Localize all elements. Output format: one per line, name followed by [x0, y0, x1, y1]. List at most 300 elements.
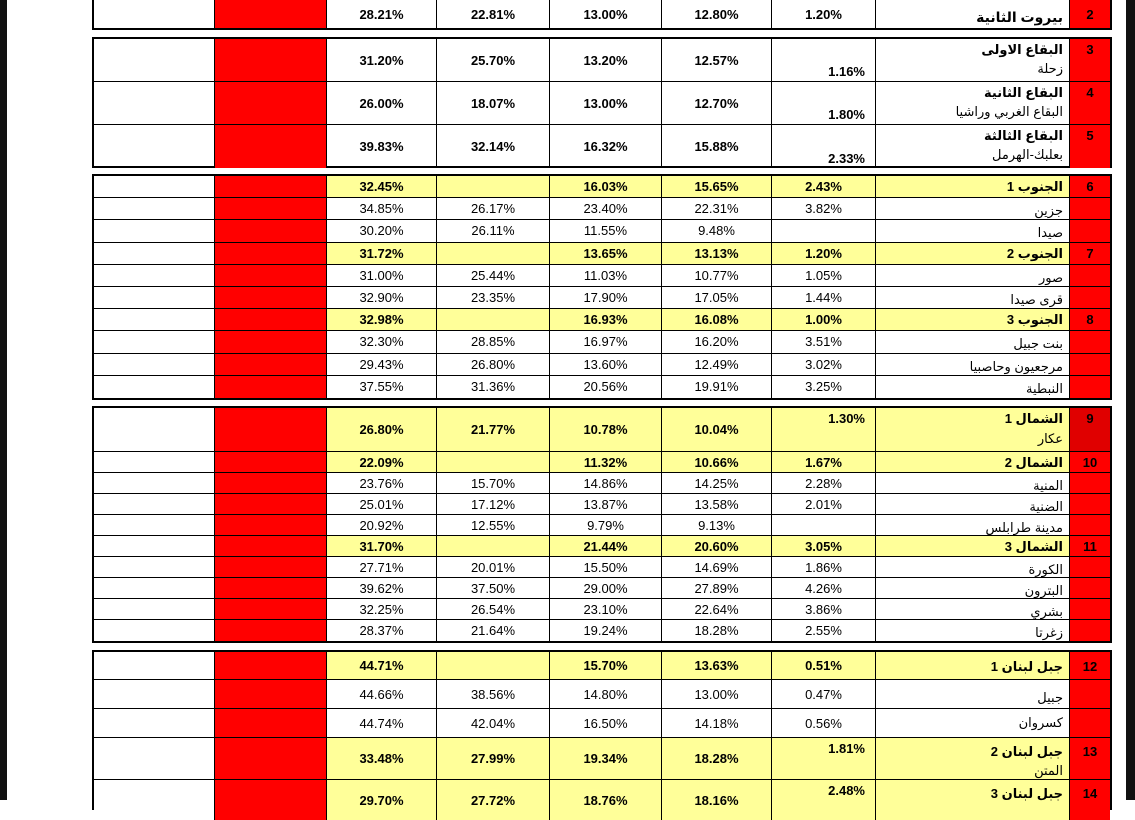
value-cell: 12.57% — [661, 39, 771, 81]
red-cell — [214, 198, 326, 219]
table-block-bekaa — [92, 37, 1112, 168]
red-cell — [214, 620, 326, 641]
value-cell: 29.70% — [326, 780, 436, 820]
value-cell: 9.48% — [661, 220, 771, 241]
blank-cell — [94, 652, 214, 679]
blank-cell — [94, 709, 214, 737]
area-name: بنت جبيل — [1013, 336, 1063, 352]
district-number: 11 — [1069, 536, 1110, 556]
district-name-cell — [875, 738, 1069, 779]
value-cell: 22.64% — [661, 599, 771, 619]
area-name: المنية — [1033, 478, 1063, 493]
value-cell: 25.01% — [326, 494, 436, 514]
red-cell — [214, 309, 326, 330]
value-cell: 20.60% — [661, 536, 771, 556]
right-edge-shadow — [1126, 0, 1135, 800]
district-name-cell — [875, 408, 1069, 451]
value-cell: 1.81% — [771, 738, 875, 779]
value-cell: 16.08% — [661, 309, 771, 330]
value-cell: 10.66% — [661, 452, 771, 472]
value-cell: 13.00% — [549, 82, 661, 124]
value-cell: 28.37% — [326, 620, 436, 641]
value-cell: 0.56% — [771, 709, 875, 737]
blank-cell — [94, 220, 214, 241]
value-cell: 11.32% — [549, 452, 661, 472]
table-row — [94, 578, 1110, 599]
value-cell: 44.71% — [326, 652, 436, 679]
area-name: الكورة — [1028, 562, 1063, 577]
blank-cell — [94, 0, 214, 28]
value-cell: 32.45% — [326, 176, 436, 197]
value-cell: 1.30% — [771, 408, 875, 451]
value-cell: 28.21% — [326, 0, 436, 28]
table-row — [94, 680, 1110, 709]
red-cell — [214, 652, 326, 679]
value-cell: 15.70% — [549, 652, 661, 679]
area-name: المتن — [1034, 763, 1063, 778]
value-cell: 4.26% — [771, 578, 875, 598]
district-number: 6 — [1069, 176, 1110, 197]
value-cell: 29.43% — [326, 354, 436, 375]
table-row — [94, 287, 1110, 309]
value-cell: 13.63% — [661, 652, 771, 679]
value-cell: 27.89% — [661, 578, 771, 598]
value-cell: 30.20% — [326, 220, 436, 241]
red-cell — [214, 243, 326, 264]
blank-cell — [94, 452, 214, 472]
value-cell: 32.30% — [326, 331, 436, 352]
value-cell: 18.76% — [549, 780, 661, 820]
district-name-cell — [875, 265, 1069, 286]
district-name: الجنوب 2 — [1006, 245, 1063, 261]
red-cell — [214, 376, 326, 398]
area-name: مدينة طرابلس — [985, 520, 1063, 535]
value-cell: 38.56% — [436, 680, 549, 708]
district-name: البقاع الثالثة — [984, 128, 1063, 143]
value-cell: 28.85% — [436, 331, 549, 352]
district-number: 12 — [1069, 652, 1110, 679]
value-cell: 12.70% — [661, 82, 771, 124]
value-cell: 1.80% — [771, 82, 875, 124]
value-cell: 17.12% — [436, 494, 549, 514]
table-row — [94, 265, 1110, 287]
table-block-mount-lebanon — [92, 650, 1112, 810]
district-name: البقاع الاولى — [981, 42, 1063, 57]
value-cell: 13.20% — [549, 39, 661, 81]
table-row — [94, 494, 1110, 515]
blank-cell — [94, 309, 214, 330]
table-row — [94, 620, 1110, 641]
table-row — [94, 243, 1110, 265]
blank-cell — [94, 680, 214, 708]
district-name-cell — [875, 515, 1069, 535]
value-cell: 14.18% — [661, 709, 771, 737]
blank-cell — [94, 620, 214, 641]
district-number: 8 — [1069, 309, 1110, 330]
value-cell: 12.55% — [436, 515, 549, 535]
blank-cell — [94, 243, 214, 264]
district-name: جبل لبنان 3 — [990, 786, 1063, 801]
value-cell: 37.55% — [326, 376, 436, 398]
district-number — [1069, 287, 1110, 308]
value-cell: 32.25% — [326, 599, 436, 619]
value-cell: 11.55% — [549, 220, 661, 241]
district-number — [1069, 680, 1110, 708]
area-name: النبطية — [1026, 380, 1063, 396]
value-cell: 16.93% — [549, 309, 661, 330]
district-number — [1069, 620, 1110, 641]
red-cell — [214, 82, 326, 124]
red-cell — [214, 39, 326, 81]
district-name: الجنوب 3 — [1006, 312, 1063, 328]
value-cell: 13.58% — [661, 494, 771, 514]
district-name-cell — [875, 494, 1069, 514]
value-cell — [436, 309, 549, 330]
blank-cell — [94, 536, 214, 556]
area-name: بشري — [1030, 604, 1063, 619]
district-name-cell — [875, 125, 1069, 168]
value-cell — [436, 176, 549, 197]
value-cell: 14.25% — [661, 473, 771, 493]
value-cell: 17.90% — [549, 287, 661, 308]
table-row — [94, 331, 1110, 353]
value-cell: 1.16% — [771, 39, 875, 81]
red-cell — [214, 578, 326, 598]
district-name-cell — [875, 452, 1069, 472]
district-name-cell — [875, 39, 1069, 81]
red-cell — [214, 780, 326, 820]
table-row — [94, 599, 1110, 620]
area-name: الضنية — [1029, 499, 1063, 514]
blank-cell — [94, 494, 214, 514]
value-cell: 27.99% — [436, 738, 549, 779]
value-cell: 20.92% — [326, 515, 436, 535]
area-name: البترون — [1024, 583, 1063, 598]
value-cell: 39.62% — [326, 578, 436, 598]
table-row — [94, 473, 1110, 494]
value-cell: 1.86% — [771, 557, 875, 577]
blank-cell — [94, 515, 214, 535]
table-row — [94, 309, 1110, 331]
district-number: 14 — [1069, 780, 1110, 820]
area-name: صيدا — [1037, 225, 1063, 241]
blank-cell — [94, 473, 214, 493]
value-cell: 3.51% — [771, 331, 875, 352]
table-row — [94, 376, 1110, 398]
value-cell: 2.48% — [771, 780, 875, 820]
value-cell: 33.48% — [326, 738, 436, 779]
value-cell: 3.86% — [771, 599, 875, 619]
value-cell: 13.65% — [549, 243, 661, 264]
value-cell: 31.36% — [436, 376, 549, 398]
value-cell: 0.51% — [771, 652, 875, 679]
district-number — [1069, 220, 1110, 241]
area-name: زحلة — [1037, 61, 1063, 76]
table-row — [94, 198, 1110, 220]
table-row — [94, 354, 1110, 376]
red-cell — [214, 473, 326, 493]
value-cell: 15.50% — [549, 557, 661, 577]
red-cell — [214, 494, 326, 514]
red-cell — [214, 738, 326, 779]
area-name: عكار — [1037, 431, 1063, 446]
table-row — [94, 82, 1110, 125]
blank-cell — [94, 354, 214, 375]
value-cell: 1.20% — [771, 0, 875, 28]
value-cell: 1.67% — [771, 452, 875, 472]
district-number — [1069, 515, 1110, 535]
value-cell: 3.02% — [771, 354, 875, 375]
district-number — [1069, 331, 1110, 352]
district-name: الشمال 2 — [1004, 455, 1063, 470]
value-cell: 21.44% — [549, 536, 661, 556]
value-cell: 2.33% — [771, 125, 875, 168]
blank-cell — [94, 780, 214, 820]
value-cell: 11.03% — [549, 265, 661, 286]
value-cell: 16.03% — [549, 176, 661, 197]
table-row — [94, 452, 1110, 473]
value-cell: 27.71% — [326, 557, 436, 577]
district-name-cell — [875, 557, 1069, 577]
red-cell — [214, 331, 326, 352]
value-cell: 32.14% — [436, 125, 549, 168]
district-name-cell — [875, 287, 1069, 308]
district-name-cell — [875, 652, 1069, 679]
red-cell — [214, 515, 326, 535]
blank-cell — [94, 599, 214, 619]
district-number: 3 — [1069, 39, 1110, 81]
red-cell — [214, 220, 326, 241]
value-cell: 2.28% — [771, 473, 875, 493]
area-name: صور — [1038, 269, 1063, 285]
district-name-cell — [875, 620, 1069, 641]
red-cell — [214, 536, 326, 556]
district-number: 13 — [1069, 738, 1110, 779]
red-cell — [214, 557, 326, 577]
district-name-cell — [875, 536, 1069, 556]
district-name-cell — [875, 376, 1069, 398]
district-name: الجنوب 1 — [1006, 179, 1063, 194]
red-cell — [214, 125, 326, 168]
value-cell: 44.66% — [326, 680, 436, 708]
district-number — [1069, 709, 1110, 737]
table-row — [94, 709, 1110, 738]
red-cell — [214, 408, 326, 451]
value-cell: 15.65% — [661, 176, 771, 197]
value-cell: 18.28% — [661, 620, 771, 641]
value-cell: 1.44% — [771, 287, 875, 308]
district-name-cell — [875, 578, 1069, 598]
district-number: 9 — [1069, 408, 1110, 451]
value-cell: 9.79% — [549, 515, 661, 535]
value-cell: 20.01% — [436, 557, 549, 577]
district-name: جبل لبنان 2 — [990, 744, 1063, 759]
value-cell: 0.47% — [771, 680, 875, 708]
left-edge-shadow — [0, 0, 7, 800]
value-cell: 26.17% — [436, 198, 549, 219]
district-number — [1069, 557, 1110, 577]
district-number — [1069, 376, 1110, 398]
value-cell: 10.77% — [661, 265, 771, 286]
blank-cell — [94, 287, 214, 308]
district-number: 7 — [1069, 243, 1110, 264]
district-number: 5 — [1069, 125, 1110, 168]
value-cell: 22.31% — [661, 198, 771, 219]
value-cell: 29.00% — [549, 578, 661, 598]
value-cell: 13.87% — [549, 494, 661, 514]
district-number — [1069, 354, 1110, 375]
area-name: قرى صيدا — [1010, 292, 1063, 307]
value-cell: 13.00% — [549, 0, 661, 28]
value-cell — [771, 515, 875, 535]
value-cell: 16.32% — [549, 125, 661, 168]
table-block-north — [92, 406, 1112, 643]
blank-cell — [94, 39, 214, 81]
blank-cell — [94, 408, 214, 451]
value-cell: 39.83% — [326, 125, 436, 168]
value-cell: 2.55% — [771, 620, 875, 641]
value-cell: 18.07% — [436, 82, 549, 124]
value-cell: 18.28% — [661, 738, 771, 779]
district-name-cell — [875, 354, 1069, 375]
table-row — [94, 125, 1110, 168]
value-cell — [436, 536, 549, 556]
value-cell: 44.74% — [326, 709, 436, 737]
district-name: البقاع الثانية — [984, 85, 1063, 100]
area-name: كسروان — [1018, 715, 1063, 730]
value-cell: 13.60% — [549, 354, 661, 375]
value-cell: 20.56% — [549, 376, 661, 398]
value-cell: 25.44% — [436, 265, 549, 286]
red-cell — [214, 599, 326, 619]
value-cell: 32.90% — [326, 287, 436, 308]
value-cell: 27.72% — [436, 780, 549, 820]
red-cell — [214, 265, 326, 286]
district-number — [1069, 473, 1110, 493]
value-cell: 14.69% — [661, 557, 771, 577]
blank-cell — [94, 82, 214, 124]
value-cell: 25.70% — [436, 39, 549, 81]
area-name: بعلبك-الهرمل — [992, 147, 1063, 162]
value-cell — [436, 452, 549, 472]
blank-cell — [94, 176, 214, 197]
value-cell: 31.20% — [326, 39, 436, 81]
blank-cell — [94, 125, 214, 168]
value-cell: 13.00% — [661, 680, 771, 708]
district-name: جبل لبنان 1 — [990, 659, 1063, 674]
value-cell: 15.88% — [661, 125, 771, 168]
value-cell: 21.64% — [436, 620, 549, 641]
value-cell: 19.24% — [549, 620, 661, 641]
district-number — [1069, 198, 1110, 219]
district-number — [1069, 265, 1110, 286]
value-cell: 10.78% — [549, 408, 661, 451]
blank-cell — [94, 738, 214, 779]
district-name-cell — [875, 176, 1069, 197]
table-row — [94, 408, 1110, 452]
blank-cell — [94, 557, 214, 577]
table-row — [94, 39, 1110, 82]
district-name-cell — [875, 331, 1069, 352]
district-name-cell — [875, 0, 1069, 28]
value-cell: 26.80% — [436, 354, 549, 375]
value-cell: 9.13% — [661, 515, 771, 535]
table-row — [94, 176, 1110, 198]
district-name-cell — [875, 220, 1069, 241]
district-number: 4 — [1069, 82, 1110, 124]
value-cell: 19.91% — [661, 376, 771, 398]
value-cell: 26.80% — [326, 408, 436, 451]
district-number — [1069, 494, 1110, 514]
value-cell: 26.54% — [436, 599, 549, 619]
table-row — [94, 557, 1110, 578]
value-cell: 34.85% — [326, 198, 436, 219]
blank-cell — [94, 265, 214, 286]
value-cell: 26.00% — [326, 82, 436, 124]
district-number — [1069, 578, 1110, 598]
red-cell — [214, 709, 326, 737]
district-name-cell — [875, 599, 1069, 619]
district-number — [1069, 599, 1110, 619]
blank-cell — [94, 198, 214, 219]
value-cell: 21.77% — [436, 408, 549, 451]
district-name-cell — [875, 680, 1069, 708]
value-cell: 32.98% — [326, 309, 436, 330]
value-cell: 1.00% — [771, 309, 875, 330]
district-name: بيروت الثانية — [976, 9, 1063, 25]
table-block-beirut — [92, 0, 1112, 30]
district-name-cell — [875, 309, 1069, 330]
value-cell: 16.20% — [661, 331, 771, 352]
area-name: زغرتا — [1035, 625, 1063, 640]
value-cell: 3.05% — [771, 536, 875, 556]
value-cell — [436, 652, 549, 679]
area-name: البقاع الغربي وراشيا — [955, 104, 1063, 119]
red-cell — [214, 287, 326, 308]
blank-cell — [94, 376, 214, 398]
area-name: جزين — [1034, 203, 1063, 219]
value-cell: 31.00% — [326, 265, 436, 286]
value-cell: 22.09% — [326, 452, 436, 472]
district-name-cell — [875, 243, 1069, 264]
table-row — [94, 780, 1110, 820]
district-number: 10 — [1069, 452, 1110, 472]
value-cell: 2.01% — [771, 494, 875, 514]
blank-cell — [94, 578, 214, 598]
value-cell: 12.49% — [661, 354, 771, 375]
value-cell: 31.72% — [326, 243, 436, 264]
value-cell: 14.80% — [549, 680, 661, 708]
value-cell: 3.25% — [771, 376, 875, 398]
value-cell: 16.97% — [549, 331, 661, 352]
table-row — [94, 515, 1110, 536]
value-cell: 18.16% — [661, 780, 771, 820]
value-cell: 16.50% — [549, 709, 661, 737]
table-block-south — [92, 174, 1112, 400]
table-row — [94, 738, 1110, 780]
district-name: الشمال 3 — [1004, 539, 1063, 554]
district-name-cell — [875, 780, 1069, 820]
value-cell — [436, 243, 549, 264]
table-row — [94, 0, 1110, 28]
red-cell — [214, 0, 326, 28]
value-cell — [771, 220, 875, 241]
district-name-cell — [875, 709, 1069, 737]
value-cell: 23.35% — [436, 287, 549, 308]
value-cell: 17.05% — [661, 287, 771, 308]
district-name: الشمال 1 — [1004, 411, 1063, 426]
value-cell: 22.81% — [436, 0, 549, 28]
